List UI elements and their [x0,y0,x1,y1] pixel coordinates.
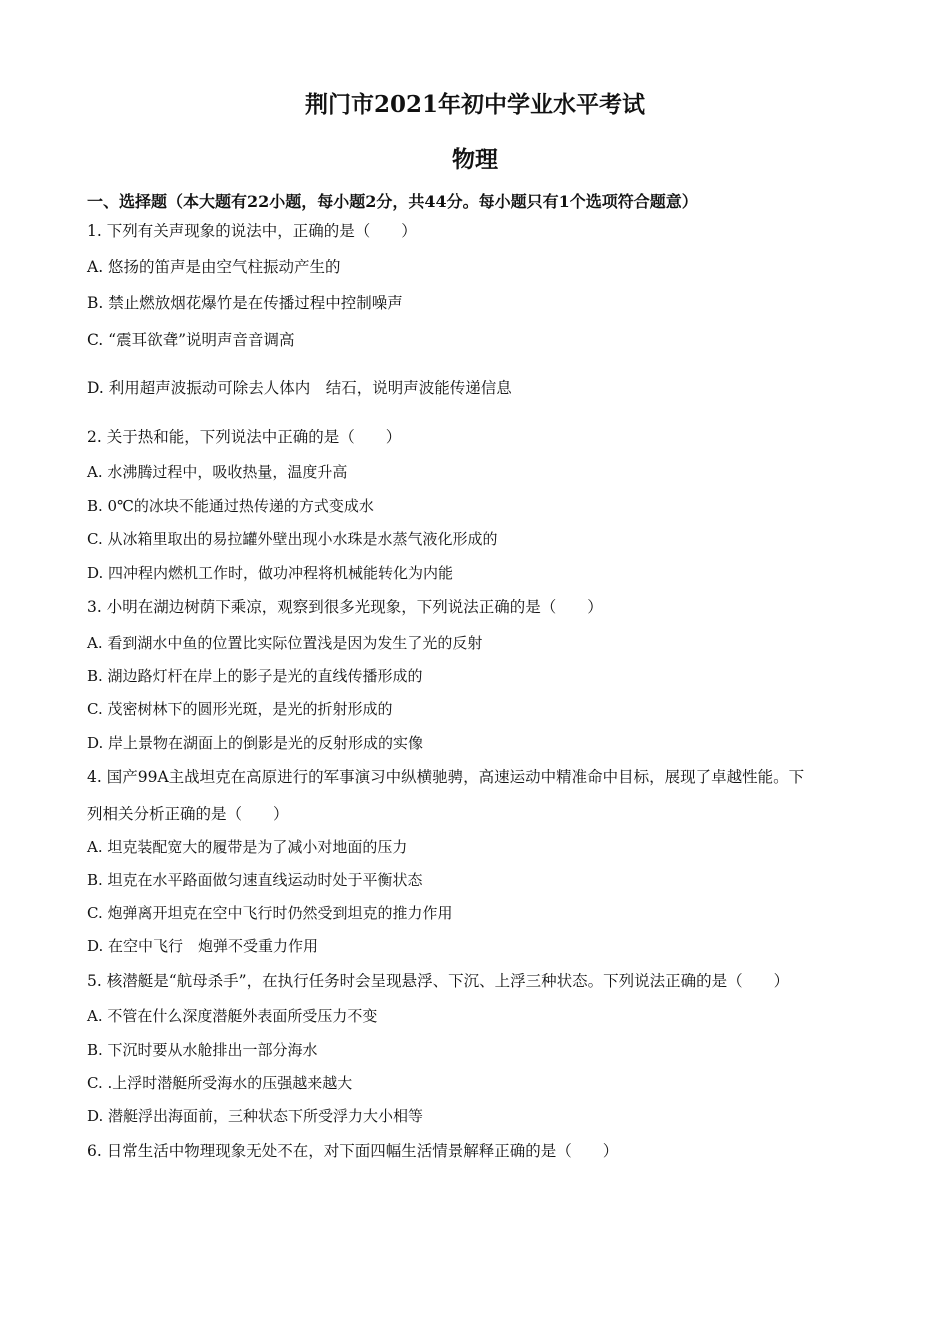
question-2-option-b: B. 0℃的冰块不能通过热传递的方式变成水 [87,497,374,515]
question-3-option-b: B. 湖边路灯杆在岸上的影子是光的直线传播形成的 [87,667,423,685]
question-5-option-b: B. 下沉时要从水舱排出一部分海水 [87,1041,318,1059]
section-heading: 一、选择题（本大题有22小题，每小题2分，共44分。每小题只有1个选项符合题意） [87,192,698,211]
question-5-option-c: C. .上浮时潜艇所受海水的压强越来越大 [87,1074,353,1092]
question-4-option-a: A. 坦克装配宽大的履带是为了减小对地面的压力 [87,838,408,856]
question-6-stem: 6. 日常生活中物理现象无处不在，对下面四幅生活情景解释正确的是（ ） [87,1142,619,1160]
question-2-option-c: C. 从冰箱里取出的易拉罐外壁出现小水珠是水蒸气液化形成的 [87,530,498,548]
question-4-option-c: C. 炮弹离开坦克在空中飞行时仍然受到坦克的推力作用 [87,904,453,922]
question-2-option-a: A. 水沸腾过程中，吸收热量，温度升高 [87,463,348,481]
question-4-option-b: B. 坦克在水平路面做匀速直线运动时处于平衡状态 [87,871,423,889]
question-1-option-d: D. 利用超声波振动可除去人体内 结石，说明声波能传递信息 [87,379,512,397]
question-4-stem-line1: 4. 国产99A主战坦克在高原进行的军事演习中纵横驰骋，高速运动中精准命中目标，展现了卓越性能。下 [87,768,805,786]
question-3-stem: 3. 小明在湖边树荫下乘凉，观察到很多光现象，下列说法正确的是（ ） [87,598,603,616]
question-1-option-a: A. 悠扬的笛声是由空气柱振动产生的 [87,258,341,276]
question-4-option-d: D. 在空中飞行 炮弹不受重力作用 [87,937,319,955]
subject-title: 物理 [452,146,498,173]
question-5-stem: 5. 核潜艇是“航母杀手”，在执行任务时会呈现悬浮、下沉、上浮三种状态。下列说法正确的是（ ） [87,972,790,990]
question-4-stem-line2: 列相关分析正确的是（ ） [87,805,289,823]
question-1-option-c: C. “震耳欲聋”说明声音音调高 [87,331,295,349]
exam-title: 荆门市2021年初中学业水平考试 [304,91,645,118]
question-3-option-c: C. 茂密树林下的圆形光斑，是光的折射形成的 [87,700,393,718]
question-1-stem: 1. 下列有关声现象的说法中，正确的是（ ） [87,222,417,240]
question-3-option-a: A. 看到湖水中鱼的位置比实际位置浅是因为发生了光的反射 [87,634,483,652]
question-5-option-a: A. 不管在什么深度潜艇外表面所受压力不变 [87,1007,378,1025]
question-2-option-d: D. 四冲程内燃机工作时，做功冲程将机械能转化为内能 [87,564,454,582]
question-2-stem: 2. 关于热和能，下列说法中正确的是（ ） [87,428,402,446]
question-1-option-b: B. 禁止燃放烟花爆竹是在传播过程中控制噪声 [87,294,403,312]
question-3-option-d: D. 岸上景物在湖面上的倒影是光的反射形成的实像 [87,734,424,752]
question-5-option-d: D. 潜艇浮出海面前，三种状态下所受浮力大小相等 [87,1107,424,1125]
